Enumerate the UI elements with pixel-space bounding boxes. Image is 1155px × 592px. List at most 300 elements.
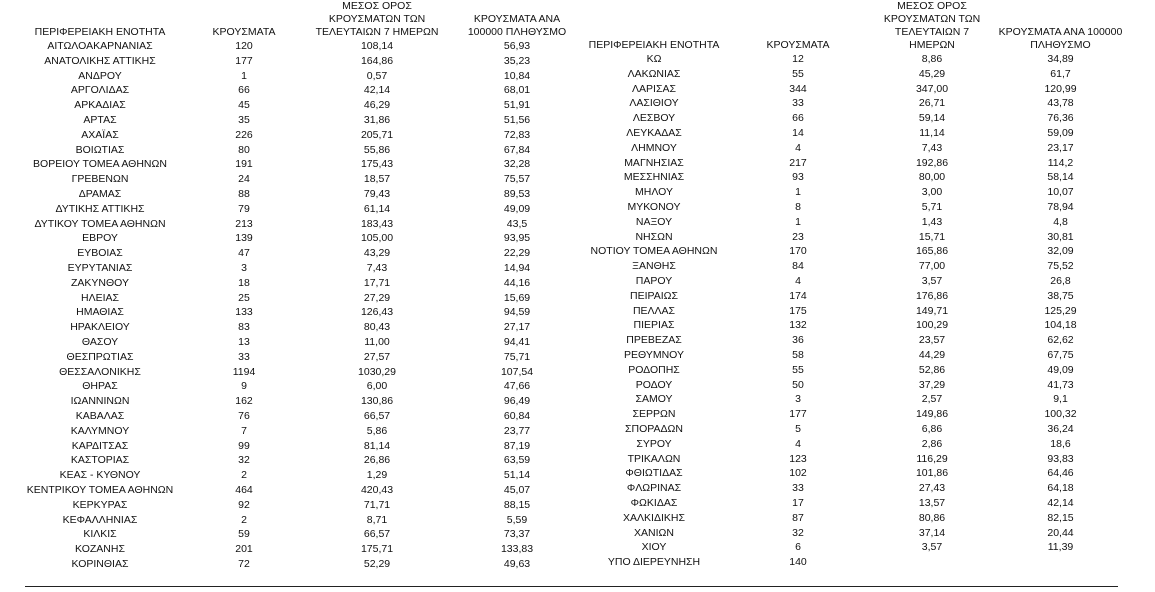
region-cell: ΚΑΡΔΙΤΣΑΣ bbox=[71, 439, 129, 452]
cases-cell: 33 bbox=[792, 97, 804, 110]
table-row bbox=[578, 215, 1123, 230]
region-cell: ΑΙΤΩΛΟΑΚΑΡΝΑΝΙΑΣ bbox=[47, 40, 153, 52]
region-cell: ΑΡΓΟΛΙΔΑΣ bbox=[70, 84, 130, 97]
avg-cell: 347,00 bbox=[915, 82, 949, 95]
region-cell: ΠΑΡΟΥ bbox=[635, 274, 673, 287]
table-row bbox=[578, 333, 1123, 348]
cases-cell: 83 bbox=[238, 321, 250, 334]
table-row bbox=[10, 98, 578, 113]
cases-cell: 66 bbox=[792, 112, 804, 125]
per100k-cell: 78,94 bbox=[1047, 200, 1074, 213]
table-row bbox=[578, 52, 1123, 67]
cases-cell: 45 bbox=[238, 99, 250, 112]
region-cell: ΑΧΑΪΑΣ bbox=[81, 128, 119, 141]
cases-cell: 2 bbox=[241, 513, 247, 526]
avg-cell: 205,71 bbox=[360, 128, 394, 141]
avg-cell: 149,71 bbox=[915, 304, 949, 317]
region-cell: ΣΑΜΟΥ bbox=[635, 393, 673, 406]
header-row bbox=[578, 0, 1123, 52]
cases-cell: 4 bbox=[795, 437, 801, 450]
table-row bbox=[10, 513, 578, 528]
per100k-cell: 93,95 bbox=[503, 232, 531, 245]
header-avg-text: ΜΕΣΟΣ ΟΡΟΣ ΚΡΟΥΣΜΑΤΩΝ ΤΩΝ ΤΕΛΕΥΤΑΙΩΝ 7 ΗΜΕΡΩΝ bbox=[883, 0, 981, 51]
avg-cell: 46,29 bbox=[363, 99, 391, 112]
per100k-cell: 96,49 bbox=[503, 395, 531, 408]
region-cell: ΚΟΡΙΝΘΙΑΣ bbox=[71, 557, 129, 570]
region-cell: ΛΑΚΩΝΙΑΣ bbox=[627, 67, 681, 80]
avg-cell: 27,29 bbox=[363, 291, 391, 304]
per100k-cell: 32,28 bbox=[503, 158, 531, 171]
table-row bbox=[578, 274, 1123, 289]
cases-cell: 162 bbox=[235, 395, 253, 408]
cases-cell: 5 bbox=[795, 422, 801, 435]
per100k-cell: 45,07 bbox=[503, 483, 531, 496]
avg-cell: 5,71 bbox=[921, 200, 943, 213]
avg-cell: 420,43 bbox=[360, 483, 394, 496]
table-row bbox=[578, 185, 1123, 200]
region-cell: ΘΕΣΣΑΛΟΝΙΚΗΣ bbox=[59, 365, 141, 378]
table-row bbox=[10, 527, 578, 542]
cases-cell: 47 bbox=[238, 247, 250, 260]
avg-cell: 2,86 bbox=[921, 437, 943, 450]
avg-cell: 1,43 bbox=[921, 215, 943, 228]
per100k-cell: 56,93 bbox=[503, 40, 531, 52]
region-cell: ΚΩ bbox=[646, 53, 662, 65]
region-cell: ΡΟΔΟΥ bbox=[635, 378, 673, 391]
per100k-cell: 47,66 bbox=[503, 380, 531, 393]
cases-cell: 14 bbox=[792, 126, 804, 139]
table-row bbox=[578, 304, 1123, 319]
avg-cell: 130,86 bbox=[360, 395, 394, 408]
region-cell: ΚΑΣΤΟΡΙΑΣ bbox=[70, 454, 130, 467]
region-cell: ΧΙΟΥ bbox=[641, 541, 667, 554]
cases-cell: 79 bbox=[238, 202, 250, 215]
avg-cell bbox=[866, 555, 998, 570]
per100k-cell: 93,83 bbox=[1047, 452, 1074, 465]
table-row bbox=[578, 481, 1123, 496]
header-cases: ΚΡΟΥΣΜΑΤΑ bbox=[212, 26, 276, 38]
per100k-cell: 10,84 bbox=[503, 69, 531, 82]
table-row bbox=[578, 407, 1123, 422]
cases-cell: 66 bbox=[238, 84, 250, 97]
region-cell: ΚΑΛΥΜΝΟΥ bbox=[70, 424, 130, 437]
table-row bbox=[10, 335, 578, 350]
table-row bbox=[578, 318, 1123, 333]
table-row bbox=[10, 246, 578, 261]
per100k-cell: 43,5 bbox=[506, 217, 528, 230]
avg-cell: 6,00 bbox=[366, 380, 388, 393]
avg-cell: 37,29 bbox=[918, 378, 946, 391]
cases-cell: 17 bbox=[792, 496, 804, 509]
cases-cell: 344 bbox=[789, 82, 807, 95]
cases-cell: 1 bbox=[795, 186, 801, 199]
per100k-cell: 72,83 bbox=[503, 128, 531, 141]
table-row bbox=[578, 126, 1123, 141]
per100k-cell: 36,24 bbox=[1047, 422, 1074, 435]
header-cases: ΚΡΟΥΣΜΑΤΑ bbox=[766, 39, 830, 51]
avg-cell: 45,29 bbox=[918, 67, 946, 80]
per100k-cell: 22,29 bbox=[503, 247, 531, 260]
cases-cell: 24 bbox=[238, 173, 250, 186]
header-avg-7-days bbox=[866, 0, 998, 52]
table-row bbox=[10, 128, 578, 143]
table-row bbox=[10, 320, 578, 335]
cases-cell: 191 bbox=[235, 158, 253, 171]
table-row bbox=[10, 409, 578, 424]
per100k-cell: 88,15 bbox=[503, 498, 531, 511]
region-cell: ΦΩΚΙΔΑΣ bbox=[630, 496, 678, 509]
region-cell: ΛΕΥΚΑΔΑΣ bbox=[626, 126, 682, 139]
region-cell: ΜΥΚΟΝΟΥ bbox=[627, 200, 681, 213]
per100k-cell: 30,81 bbox=[1047, 230, 1074, 243]
per100k-cell: 60,84 bbox=[503, 409, 531, 422]
avg-cell: 77,00 bbox=[918, 260, 946, 273]
avg-cell: 66,57 bbox=[363, 528, 391, 541]
per100k-cell: 75,57 bbox=[503, 173, 531, 186]
per100k-cell: 73,37 bbox=[503, 528, 531, 541]
table-row bbox=[10, 394, 578, 409]
avg-cell: 2,57 bbox=[921, 393, 943, 406]
per100k-cell: 35,23 bbox=[503, 54, 531, 67]
per100k-cell: 51,91 bbox=[503, 99, 531, 112]
table-row bbox=[578, 244, 1123, 259]
per100k-cell: 94,59 bbox=[503, 306, 531, 319]
cases-cell: 1194 bbox=[232, 365, 256, 378]
avg-cell: 15,71 bbox=[918, 230, 946, 243]
avg-cell: 165,86 bbox=[915, 245, 949, 258]
table-row bbox=[578, 392, 1123, 407]
per100k-cell: 34,89 bbox=[1047, 53, 1074, 65]
header-per-100k bbox=[998, 0, 1123, 52]
avg-cell: 42,14 bbox=[363, 84, 391, 97]
per100k-cell: 104,18 bbox=[1044, 319, 1077, 332]
table-row bbox=[578, 378, 1123, 393]
cases-cell: 102 bbox=[789, 467, 807, 480]
cases-cell: 120 bbox=[235, 40, 253, 52]
table-row bbox=[10, 69, 578, 84]
header-per-100k bbox=[456, 0, 578, 39]
avg-cell: 71,71 bbox=[363, 498, 391, 511]
table-row bbox=[578, 452, 1123, 467]
cases-cell: 36 bbox=[792, 334, 804, 347]
cases-cell: 9 bbox=[241, 380, 247, 393]
table-row bbox=[578, 466, 1123, 481]
per100k-cell: 49,63 bbox=[503, 557, 531, 570]
per100k-cell: 82,15 bbox=[1047, 511, 1074, 524]
per100k-cell: 32,09 bbox=[1047, 245, 1074, 258]
per100k-cell: 18,6 bbox=[1050, 437, 1071, 450]
region-cell: ΚΟΖΑΝΗΣ bbox=[75, 543, 125, 556]
region-cell: ΠΡΕΒΕΖΑΣ bbox=[626, 334, 682, 347]
table-row bbox=[578, 82, 1123, 97]
per100k-cell: 38,75 bbox=[1047, 289, 1074, 302]
table-row bbox=[578, 96, 1123, 111]
region-cell: ΚΙΛΚΙΣ bbox=[83, 528, 117, 541]
avg-cell: 52,86 bbox=[918, 363, 946, 376]
table-row bbox=[10, 557, 578, 572]
cases-cell: 217 bbox=[789, 156, 807, 169]
avg-cell: 13,57 bbox=[918, 496, 946, 509]
table-row bbox=[578, 348, 1123, 363]
avg-cell: 61,14 bbox=[363, 202, 391, 215]
avg-cell: 0,57 bbox=[366, 69, 388, 82]
region-cell: ΗΜΑΘΙΑΣ bbox=[76, 306, 124, 319]
table-row bbox=[10, 439, 578, 454]
cases-cell: 35 bbox=[238, 113, 250, 126]
table-row bbox=[578, 363, 1123, 378]
per100k-cell: 114,2 bbox=[1047, 156, 1074, 169]
cases-cell: 8 bbox=[795, 200, 801, 213]
avg-cell: 37,14 bbox=[918, 526, 946, 539]
region-cell: ΕΥΡΥΤΑΝΙΑΣ bbox=[67, 261, 133, 274]
region-cell: ΚΕΦΑΛΛΗΝΙΑΣ bbox=[62, 513, 138, 526]
region-cell: ΣΠΟΡΑΔΩΝ bbox=[625, 422, 683, 435]
cases-cell: 72 bbox=[238, 557, 250, 570]
per100k-cell: 10,07 bbox=[1047, 186, 1074, 199]
avg-cell: 175,71 bbox=[360, 543, 394, 556]
avg-cell: 27,43 bbox=[918, 482, 946, 495]
avg-cell: 3,00 bbox=[921, 186, 943, 199]
region-cell: ΦΘΙΩΤΙΔΑΣ bbox=[625, 467, 683, 480]
cases-cell: 55 bbox=[792, 67, 804, 80]
table-row bbox=[10, 365, 578, 380]
cases-cell: 32 bbox=[792, 526, 804, 539]
cases-cell: 50 bbox=[792, 378, 804, 391]
per100k-cell: 68,01 bbox=[503, 84, 531, 97]
region-cell: ΤΡΙΚΑΛΩΝ bbox=[627, 452, 681, 465]
avg-cell: 164,86 bbox=[360, 54, 394, 67]
region-cell: ΞΑΝΘΗΣ bbox=[632, 260, 676, 273]
per100k-cell: 75,71 bbox=[503, 350, 531, 363]
region-cell: ΛΑΣΙΘΙΟΥ bbox=[629, 97, 679, 110]
cases-cell: 132 bbox=[789, 319, 807, 332]
table-row bbox=[578, 511, 1123, 526]
per100k-cell: 64,46 bbox=[1047, 467, 1074, 480]
avg-cell: 7,43 bbox=[366, 261, 388, 274]
cases-cell: 175 bbox=[789, 304, 807, 317]
per100k-cell: 43,78 bbox=[1047, 97, 1074, 110]
table-row bbox=[578, 422, 1123, 437]
table-row bbox=[10, 261, 578, 276]
table-row bbox=[10, 276, 578, 291]
per100k-cell: 23,77 bbox=[503, 424, 531, 437]
cases-cell: 170 bbox=[789, 245, 807, 258]
table-row bbox=[578, 496, 1123, 511]
header-avg-7-days bbox=[298, 0, 456, 39]
region-cell: ΝΟΤΙΟΥ ΤΟΜΕΑ ΑΘΗΝΩΝ bbox=[590, 245, 718, 258]
per100k-cell: 61,7 bbox=[1050, 67, 1071, 80]
region-cell: ΑΝΑΤΟΛΙΚΗΣ ΑΤΤΙΚΗΣ bbox=[44, 54, 156, 67]
avg-cell: 52,29 bbox=[363, 557, 391, 570]
cases-cell: 174 bbox=[789, 289, 807, 302]
table-row bbox=[578, 156, 1123, 171]
region-cell: ΜΑΓΝΗΣΙΑΣ bbox=[624, 156, 684, 169]
table-row bbox=[10, 187, 578, 202]
per100k-cell: 59,09 bbox=[1047, 126, 1074, 139]
avg-cell: 8,71 bbox=[366, 513, 388, 526]
table-row bbox=[10, 217, 578, 232]
region-cell: ΝΗΣΩΝ bbox=[635, 230, 673, 243]
avg-cell: 116,29 bbox=[916, 452, 948, 465]
avg-cell: 80,86 bbox=[918, 511, 946, 524]
table-row bbox=[10, 483, 578, 498]
avg-cell: 80,43 bbox=[363, 321, 391, 334]
region-cell: ΘΗΡΑΣ bbox=[82, 380, 118, 393]
cases-cell: 33 bbox=[792, 482, 804, 495]
region-cell: ΕΒΡΟΥ bbox=[82, 232, 118, 245]
per100k-cell: 15,69 bbox=[503, 291, 531, 304]
header-region: ΠΕΡΙΦΕΡΕΙΑΚΗ ΕΝΟΤΗΤΑ bbox=[588, 39, 720, 51]
region-cell: ΕΥΒΟΙΑΣ bbox=[77, 247, 123, 260]
cases-cell: 140 bbox=[789, 556, 807, 569]
table-row bbox=[10, 231, 578, 246]
region-cell: ΙΩΑΝΝΙΝΩΝ bbox=[70, 395, 130, 408]
avg-cell: 18,57 bbox=[363, 173, 391, 186]
avg-cell: 149,86 bbox=[915, 408, 949, 421]
per100k-cell: 94,41 bbox=[503, 335, 531, 348]
region-cell: ΡΕΘΥΜΝΟΥ bbox=[623, 348, 684, 361]
per100k-cell: 42,14 bbox=[1047, 496, 1074, 509]
cases-cell: 4 bbox=[795, 141, 801, 154]
region-cell: ΧΑΛΚΙΔΙΚΗΣ bbox=[623, 511, 685, 524]
avg-cell: 26,86 bbox=[363, 454, 391, 467]
cases-cell: 76 bbox=[238, 409, 250, 422]
per100k-cell: 64,18 bbox=[1047, 482, 1074, 495]
cases-cell: 2 bbox=[241, 469, 247, 482]
region-cell: ΘΑΣΟΥ bbox=[81, 335, 119, 348]
region-cell: ΑΡΚΑΔΙΑΣ bbox=[74, 99, 126, 112]
table-row bbox=[10, 143, 578, 158]
table-body-right bbox=[578, 52, 1123, 570]
table-row bbox=[10, 39, 578, 54]
avg-cell: 44,29 bbox=[918, 348, 946, 361]
cases-cell: 93 bbox=[792, 171, 804, 184]
per100k-cell: 41,73 bbox=[1047, 378, 1074, 391]
avg-cell: 55,86 bbox=[363, 143, 391, 156]
cases-cell: 3 bbox=[241, 261, 247, 274]
cases-cell: 7 bbox=[241, 424, 247, 437]
table-row bbox=[578, 526, 1123, 541]
avg-cell: 66,57 bbox=[363, 409, 391, 422]
avg-cell: 80,00 bbox=[918, 171, 946, 184]
avg-cell: 1030,29 bbox=[358, 365, 396, 378]
cases-cell: 3 bbox=[795, 393, 801, 406]
per100k-cell: 107,54 bbox=[500, 365, 534, 378]
avg-cell: 183,43 bbox=[360, 217, 394, 230]
cases-cell: 139 bbox=[235, 232, 253, 245]
avg-cell: 100,29 bbox=[915, 319, 949, 332]
avg-cell: 6,86 bbox=[921, 422, 943, 435]
cases-cell: 23 bbox=[792, 230, 804, 243]
cases-table-right bbox=[578, 0, 1123, 570]
table-row bbox=[578, 540, 1123, 555]
avg-cell: 23,57 bbox=[918, 334, 946, 347]
region-cell: ΜΗΛΟΥ bbox=[635, 186, 673, 199]
header-row bbox=[10, 0, 578, 39]
avg-cell: 31,86 bbox=[363, 113, 391, 126]
avg-cell: 17,71 bbox=[363, 276, 391, 289]
cases-cell: 99 bbox=[238, 439, 250, 452]
cases-cell: 133 bbox=[235, 306, 253, 319]
per100k-cell: 49,09 bbox=[1047, 363, 1074, 376]
cases-cell: 177 bbox=[235, 54, 253, 67]
cases-cell: 6 bbox=[795, 541, 801, 554]
avg-cell: 27,57 bbox=[363, 350, 391, 363]
avg-cell: 81,14 bbox=[363, 439, 391, 452]
per100k-cell: 5,59 bbox=[506, 513, 528, 526]
header-per100k-text: ΚΡΟΥΣΜΑΤΑ ΑΝΑ 100000 ΠΛΗΘΥΣΜΟ bbox=[998, 26, 1123, 51]
region-cell: ΜΕΣΣΗΝΙΑΣ bbox=[623, 171, 685, 184]
region-cell: ΧΑΝΙΩΝ bbox=[634, 526, 674, 539]
header-avg-text: ΜΕΣΟΣ ΟΡΟΣ ΚΡΟΥΣΜΑΤΩΝ ΤΩΝ ΤΕΛΕΥΤΑΙΩΝ 7 ΗΜΕΡΩΝ bbox=[315, 0, 439, 38]
cases-cell: 55 bbox=[792, 363, 804, 376]
per100k-cell: 62,62 bbox=[1047, 334, 1074, 347]
cases-cell: 1 bbox=[241, 69, 247, 82]
region-cell: ΝΑΞΟΥ bbox=[635, 215, 673, 228]
cases-cell: 80 bbox=[238, 143, 250, 156]
table-row bbox=[578, 111, 1123, 126]
region-cell: ΚΕΡΚΥΡΑΣ bbox=[72, 498, 128, 511]
region-cell: ΛΕΣΒΟΥ bbox=[632, 112, 676, 125]
region-cell: ΚΑΒΑΛΑΣ bbox=[75, 409, 125, 422]
per100k-cell: 125,29 bbox=[1044, 304, 1077, 317]
cases-cell: 32 bbox=[238, 454, 250, 467]
table-row bbox=[578, 141, 1123, 156]
region-cell: ΛΑΡΙΣΑΣ bbox=[632, 82, 676, 95]
table-body-left bbox=[10, 39, 578, 572]
table-row bbox=[578, 555, 1123, 570]
region-cell: ΑΡΤΑΣ bbox=[83, 113, 117, 126]
region-cell: ΒΟΡΕΙΟΥ ΤΟΜΕΑ ΑΘΗΝΩΝ bbox=[33, 158, 167, 171]
table-row bbox=[10, 83, 578, 98]
avg-cell: 3,57 bbox=[921, 274, 943, 287]
avg-cell: 105,00 bbox=[360, 232, 394, 245]
region-cell: ΗΛΕΙΑΣ bbox=[80, 291, 119, 304]
table-row bbox=[578, 67, 1123, 82]
avg-cell: 8,86 bbox=[921, 53, 943, 65]
header-region: ΠΕΡΙΦΕΡΕΙΑΚΗ ΕΝΟΤΗΤΑ bbox=[34, 26, 166, 38]
cases-cell: 18 bbox=[238, 276, 250, 289]
per100k-cell: 120,99 bbox=[1044, 82, 1077, 95]
per100k-cell: 76,36 bbox=[1047, 112, 1074, 125]
per100k-cell: 75,52 bbox=[1047, 260, 1074, 273]
table-row bbox=[10, 157, 578, 172]
table-row bbox=[10, 468, 578, 483]
cases-cell: 4 bbox=[795, 274, 801, 287]
per100k-cell: 89,53 bbox=[503, 187, 531, 200]
region-cell: ΛΗΜΝΟΥ bbox=[631, 141, 677, 154]
region-cell: ΔΡΑΜΑΣ bbox=[78, 187, 122, 200]
cases-cell: 226 bbox=[235, 128, 253, 141]
table-row bbox=[10, 305, 578, 320]
per100k-cell: 87,19 bbox=[503, 439, 531, 452]
header-per100k-text: ΚΡΟΥΣΜΑΤΑ ΑΝΑ 100000 ΠΛΗΘΥΣΜΟ bbox=[467, 13, 567, 38]
avg-cell: 11,14 bbox=[919, 126, 945, 139]
avg-cell: 192,86 bbox=[915, 156, 949, 169]
region-cell: ΥΠΟ ΔΙΕΡΕΥΝΗΣΗ bbox=[607, 556, 701, 569]
avg-cell: 108,14 bbox=[360, 40, 394, 52]
per100k-cell: 9,1 bbox=[1053, 393, 1068, 406]
per100k-cell: 11,39 bbox=[1047, 541, 1074, 554]
avg-cell: 79,43 bbox=[363, 187, 391, 200]
region-cell: ΠΙΕΡΙΑΣ bbox=[633, 319, 675, 332]
avg-cell: 7,43 bbox=[921, 141, 943, 154]
region-cell: ΒΟΙΩΤΙΑΣ bbox=[75, 143, 125, 156]
avg-cell: 175,43 bbox=[360, 158, 394, 171]
per100k-cell: 49,09 bbox=[503, 202, 531, 215]
region-cell: ΣΕΡΡΩΝ bbox=[632, 408, 676, 421]
avg-cell: 59,14 bbox=[918, 112, 946, 125]
